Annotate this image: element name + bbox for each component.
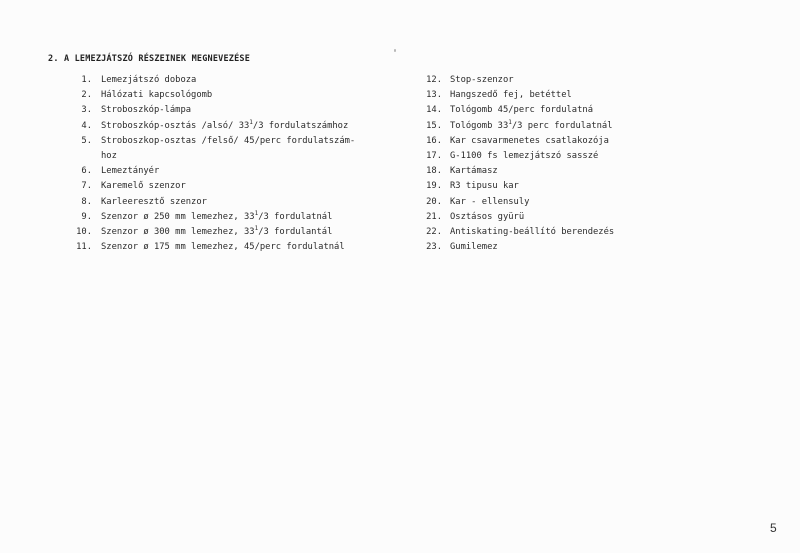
item-text-superscript: 1 <box>254 225 259 233</box>
item-number: 9. <box>81 211 92 222</box>
item-text: Stop-szenzor <box>450 75 514 85</box>
item-text: Stroboszkóp-lámpa <box>101 105 192 116</box>
item-text: Kar - ellensuly <box>450 196 530 207</box>
item-text <box>101 210 332 225</box>
item-text: Kartámasz <box>450 166 498 177</box>
item-text: R3 tipusu kar <box>450 181 519 192</box>
item-text: Stroboszkop-osztas /felső/ 45/perc fordulatszám- <box>101 135 356 146</box>
item-number: 6. <box>81 166 92 177</box>
item-number: 23. <box>426 242 442 253</box>
item-number: 22. <box>426 227 442 238</box>
item-text: Karleeresztő szenzor <box>101 196 207 207</box>
list-item <box>414 164 674 179</box>
item-number: 7. <box>81 181 92 192</box>
item-number: 11. <box>76 242 92 253</box>
list-item <box>62 73 402 88</box>
item-text-post: /3 fordulatszámhoz <box>252 120 349 131</box>
item-text-superscript: 1 <box>249 118 253 126</box>
parts-list-left <box>62 73 402 255</box>
item-text <box>101 225 332 240</box>
item-text-post: /3 perc fordulatnál <box>511 120 613 131</box>
paper-speck <box>394 49 396 52</box>
section-heading: 2. A LEMEZJÁTSZÓ RÉSZEINEK MEGNEVEZÉSE <box>48 54 251 64</box>
list-item <box>414 210 674 225</box>
list-item <box>414 88 674 103</box>
item-number: 1. <box>81 75 92 85</box>
list-item <box>414 134 674 149</box>
item-text-continuation: hoz <box>101 151 117 162</box>
item-text: Kar csavarmenetes csatlakozója <box>450 135 609 146</box>
item-text: Szenzor ø 175 mm lemezhez, 45/perc fordulatnál <box>101 242 345 253</box>
item-text: Lemeztányér <box>101 166 160 177</box>
item-number: 16. <box>426 135 442 146</box>
list-item <box>414 73 674 88</box>
item-number: 17. <box>426 151 442 162</box>
item-text: Karemelő szenzor <box>101 181 186 192</box>
item-text: Gumilemez <box>450 242 498 253</box>
item-text-pre: Stroboszkóp-osztás /alsó/ 33 <box>101 120 250 131</box>
item-text-pre: Szenzor ø 300 mm lemezhez, 33 <box>101 227 255 238</box>
list-item <box>414 240 674 255</box>
item-text: Tológomb 45/perc fordulatná <box>450 105 593 116</box>
item-text-post: /3 fordulatnál <box>258 211 333 222</box>
item-number: 19. <box>426 181 442 192</box>
item-number: 10. <box>76 227 92 238</box>
item-number: 8. <box>81 196 92 207</box>
list-item <box>62 210 402 225</box>
item-text <box>450 119 613 134</box>
item-number: 20. <box>426 196 442 207</box>
list-item <box>62 225 402 240</box>
item-number: 3. <box>81 105 92 116</box>
item-text: Lemezjátszó doboza <box>101 75 197 85</box>
list-item <box>414 195 674 210</box>
list-item <box>414 225 674 240</box>
item-text: Osztásos gyürü <box>450 211 525 222</box>
list-item <box>414 103 674 118</box>
item-text-pre: Szenzor ø 250 mm lemezhez, 33 <box>101 211 255 222</box>
item-text: Antiskating-beállító berendezés <box>450 227 615 238</box>
list-item <box>62 134 402 149</box>
item-number: 5. <box>81 135 92 146</box>
item-text-superscript: 1 <box>508 118 512 126</box>
list-item <box>414 149 674 164</box>
list-item <box>414 119 674 134</box>
list-item <box>62 240 402 255</box>
page-number: 5 <box>770 521 777 535</box>
item-number: 4. <box>81 120 92 131</box>
item-text: Hangszedő fej, betéttel <box>450 90 572 101</box>
list-item <box>62 179 402 194</box>
item-number: 13. <box>426 90 442 101</box>
item-text-pre: Tológomb 33 <box>450 120 509 131</box>
item-number: 14. <box>426 105 442 116</box>
list-item <box>414 179 674 194</box>
list-item <box>62 119 402 134</box>
item-text-post: /3 fordulantál <box>258 227 333 238</box>
item-number: 18. <box>426 166 442 177</box>
list-item <box>62 103 402 118</box>
list-item <box>62 88 402 103</box>
item-text: G-1100 fs lemezjátszó sasszé <box>450 151 599 162</box>
item-number: 15. <box>426 120 442 131</box>
list-item <box>62 164 402 179</box>
item-number: 21. <box>426 211 442 222</box>
list-item <box>62 195 402 210</box>
parts-list-right <box>414 73 674 255</box>
item-text <box>101 119 348 134</box>
item-number: 12. <box>426 75 442 85</box>
item-text: Hálózati kapcsológomb <box>101 90 213 101</box>
item-number: 2. <box>81 90 92 101</box>
item-text-superscript: 1 <box>254 209 259 217</box>
